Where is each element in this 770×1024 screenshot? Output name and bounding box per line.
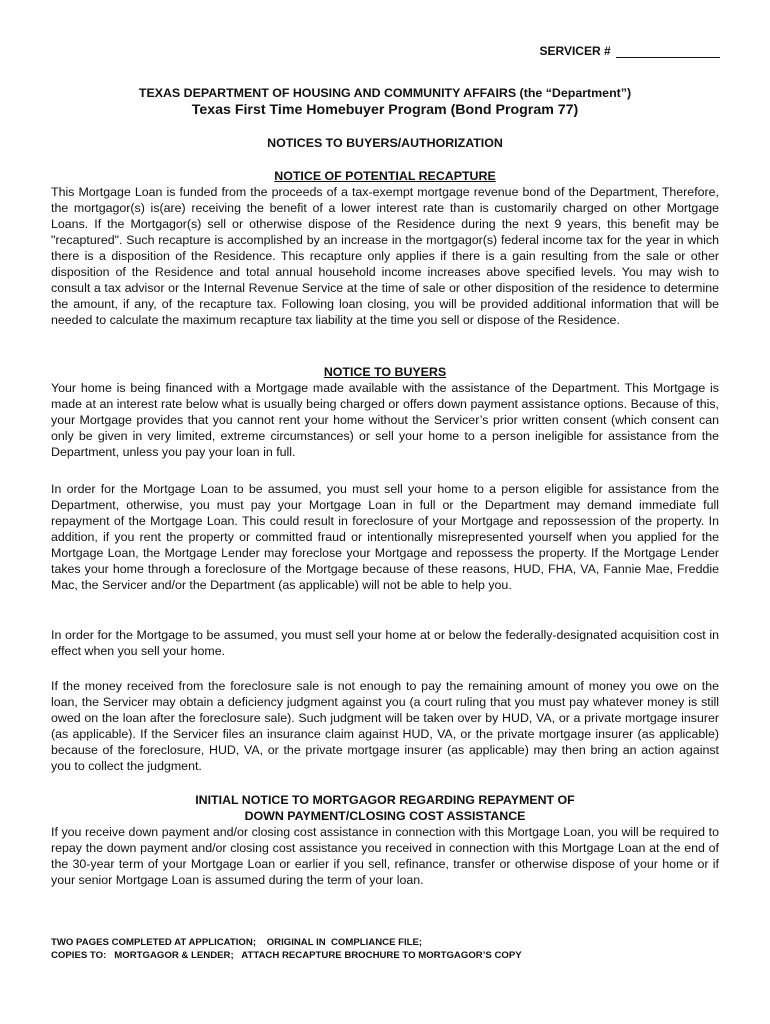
recapture-section	[51, 168, 719, 328]
footer-notes	[51, 936, 522, 962]
footer-line-2: COPIES TO: MORTGAGOR & LENDER; ATTACH RECAPTURE BROCHURE TO MORTGAGOR’S COPY	[51, 950, 522, 961]
program-title: Texas First Time Homebuyer Program (Bond Program 77)	[191, 102, 579, 118]
notices-title: NOTICES TO BUYERS/AUTHORIZATION	[267, 136, 503, 150]
recapture-paragraph: This Mortgage Loan is funded from the proceeds of a tax-exempt mortgage revenue bond of the Department, Therefore, the mortgagor(s) is(are) receiving the benefit of a lower interest rate than is customarily charged on other Mortgage Loans. If the Mortgagor(s) sell or otherwise dispose of the Residence during the next 9 years, this benefit may be "recaptured". Such recapture is accomplished by an increase in the mortgagor(s) federal income tax for the year in which there is a disposition of the Residence. This recapture only applies if there is a gain resulting from the sale or other disposition of the Residence and total annual household income increases above specified levels. You may wish to consult a tax advisor or the Internal Revenue Service at the time of sale or other disposition of the residence to determine the amount, if any, of the recapture tax. Following loan closing, you will be provided additional information that will be needed to calculate the maximum recapture tax liability at the time you sell or dispose of the Residence.	[51, 185, 719, 327]
assumption-section	[51, 481, 719, 593]
buyers-heading: NOTICE TO BUYERS	[323, 365, 447, 379]
buyers-paragraph-3: In order for the Mortgage to be assumed, you must sell your home at or below the federally-designated acquisition cost in effect when you sell your home.	[51, 628, 719, 658]
buyers-paragraph-4: If the money received from the foreclosure sale is not enough to pay the remaining amount of money you owe on the loan, the Servicer may obtain a deficiency judgment against you (a court ruling that you must pay whatever money is still owed on the loan after the foreclosure sale). Such judgment will be taken over by HUD, VA, or a private mortgage insurer (as applicable). If the Servicer files an insurance claim against HUD, VA, or the private mortgage insurer (as applicable) because of the foreclosure, HUD, VA, or the private mortgage insurer (as applicable) may then bring an action against you to collect the judgment.	[51, 679, 719, 773]
buyers-section	[51, 364, 719, 460]
footer-line-1: TWO PAGES COMPLETED AT APPLICATION; ORIGINAL IN COMPLIANCE FILE;	[51, 937, 423, 948]
buyers-paragraph-2: In order for the Mortgage Loan to be assumed, you must sell your home to a person eligible for assistance from the Department, otherwise, you must pay your Mortgage Loan in full or the Department may demand immediate full repayment of the Mortgage Loan. This could result in foreclosure of your Mortgage and repossession of the property. In addition, if you rent the property or committed fraud or intentionally misrepresented yourself when you applied for the Mortgage Loan, the Mortgage Lender may foreclose your Mortgage and repossess the property. If the Mortgage Lender takes your home through a foreclosure of the Mortgage because of these reasons, HUD, FHA, VA, Fannie Mae, Freddie Mac, the Servicer and/or the Department (as applicable) will not be able to help you.	[51, 482, 719, 592]
servicer-label: SERVICER #	[539, 44, 611, 58]
servicer-blank-line[interactable]	[616, 45, 720, 58]
servicer-number-field	[540, 44, 720, 58]
buyers-paragraph-1: Your home is being financed with a Mortgage made available with the assistance of the Department. This Mortgage is made at an interest rate below what is usually being charged or offers down payment assistance options. Because of this, your Mortgage provides that you cannot rent your home without the Servicer’s prior written consent (which consent can only be given in very limited, extreme circumstances) or sell your home to a person ineligible for assistance from the Department, unless you pay your loan in full.	[51, 381, 719, 459]
repayment-paragraph: If you receive down payment and/or closing cost assistance in connection with this Mortgage Loan, you will be required to repay the down payment and/or closing cost assistance you received in connection with this Mortgage Loan at the end of the 30-year term of your Mortgage Loan or earlier if you sell, refinance, transfer or otherwise dispose of your home or if your senior Mortgage Loan is assumed during the term of your loan.	[51, 825, 719, 887]
acquisition-section	[51, 627, 719, 659]
deficiency-section	[51, 678, 719, 774]
repayment-heading-line-1: INITIAL NOTICE TO MORTGAGOR REGARDING REPAYMENT OF	[195, 793, 575, 807]
repayment-heading-line-2: DOWN PAYMENT/CLOSING COST ASSISTANCE	[244, 809, 526, 823]
repayment-section	[51, 792, 719, 888]
recapture-heading: NOTICE OF POTENTIAL RECAPTURE	[274, 169, 496, 183]
agency-title: TEXAS DEPARTMENT OF HOUSING AND COMMUNITY AFFAIRS (the “Department”)	[138, 86, 632, 100]
